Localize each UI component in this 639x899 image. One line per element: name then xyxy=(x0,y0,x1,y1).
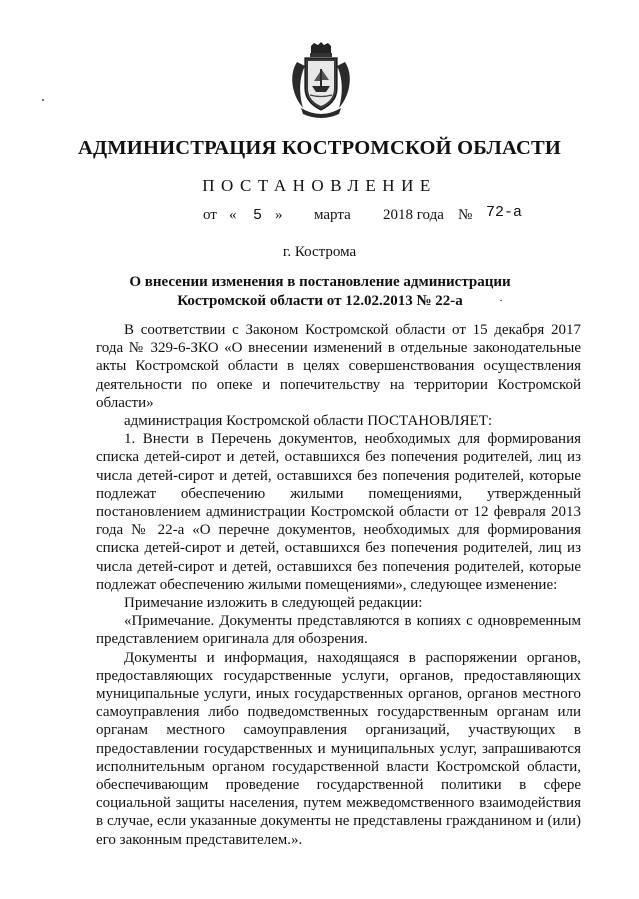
date-year: 2018 года xyxy=(383,207,444,223)
scan-speck xyxy=(42,99,44,101)
body-paragraph: Примечание изложить в следующей редакции: xyxy=(124,595,423,612)
subject-line: Костромской области от 12.02.2013 № 22-а xyxy=(177,293,463,309)
subject-line: О внесении изменения в постановление администрации xyxy=(129,274,511,290)
body-paragraph: 1. Внести в Перечень документов, необходимых для формирования списка детей-сирот и детей, оставшихся без попечения родителей, лиц из числа детей-сирот и детей, оставшихся без попечения родителей, которые подлежат обеспечению жилыми помещениями, утвержденный постановлением администрации Костромской области от 12 февраля 2013 года № 22-а «О перечне документов, необходимых для формирования списка детей-сирот и детей, оставшихся без попечения родителей, лиц из числа детей-сирот и детей, оставшихся без попечения родителей, которые подлежат обеспечению жилыми помещениями», следующее изменение: xyxy=(96,431,581,593)
document-body xyxy=(96,321,581,849)
date-day: 5 xyxy=(253,207,263,224)
date-month: марта xyxy=(314,207,351,223)
city: г. Кострома xyxy=(282,244,357,260)
date-prefix: от xyxy=(203,207,217,223)
body-paragraph: «Примечание. Документы представляются в копиях с одновременным представлением оригинала для обозрения. xyxy=(96,613,581,648)
date-close-quote: » xyxy=(275,207,283,223)
date-open-quote: « xyxy=(229,207,237,223)
organization-title: АДМИНИСТРАЦИЯ КОСТРОМСКОЙ ОБЛАСТИ xyxy=(77,137,562,159)
body-paragraph: Документы и информация, находящаяся в распоряжении органов, предоставляющих государственные услуги, органов, предоставляющих муниципальные услуги, иных государственных органов, органов местного самоуправления либо подведомственных государственным органам или органам местного самоуправления организаций, участвующих в предоставлении государственных и муниципальных услуг, запрашиваются исполнительным органом государственной власти Костромской области, обеспечивающим проведение государственной политики в сфере социальной защиты населения, путем межведомственного взаимодействия в случае, если указанные документы не представлены гражданином и (или) его законным представителем.». xyxy=(96,649,581,848)
subject-heading xyxy=(120,273,520,311)
number-sign: № xyxy=(458,207,473,223)
kostroma-coat-of-arms-icon xyxy=(287,42,355,122)
body-paragraph: администрация Костромской области ПОСТАНОВЛЯЕТ: xyxy=(124,413,493,430)
body-paragraph: В соответствии с Законом Костромской области от 15 декабря 2017 года № 329-6-ЗКО «О внесении изменений в отдельные законодательные акты Костромской области в целях совершенствования осуществления деятельности по опеке и попечительству на территории Костромской области» xyxy=(96,322,581,411)
document-number: 72-а xyxy=(486,204,523,221)
document-type: ПОСТАНОВЛЕНИЕ xyxy=(202,176,437,195)
